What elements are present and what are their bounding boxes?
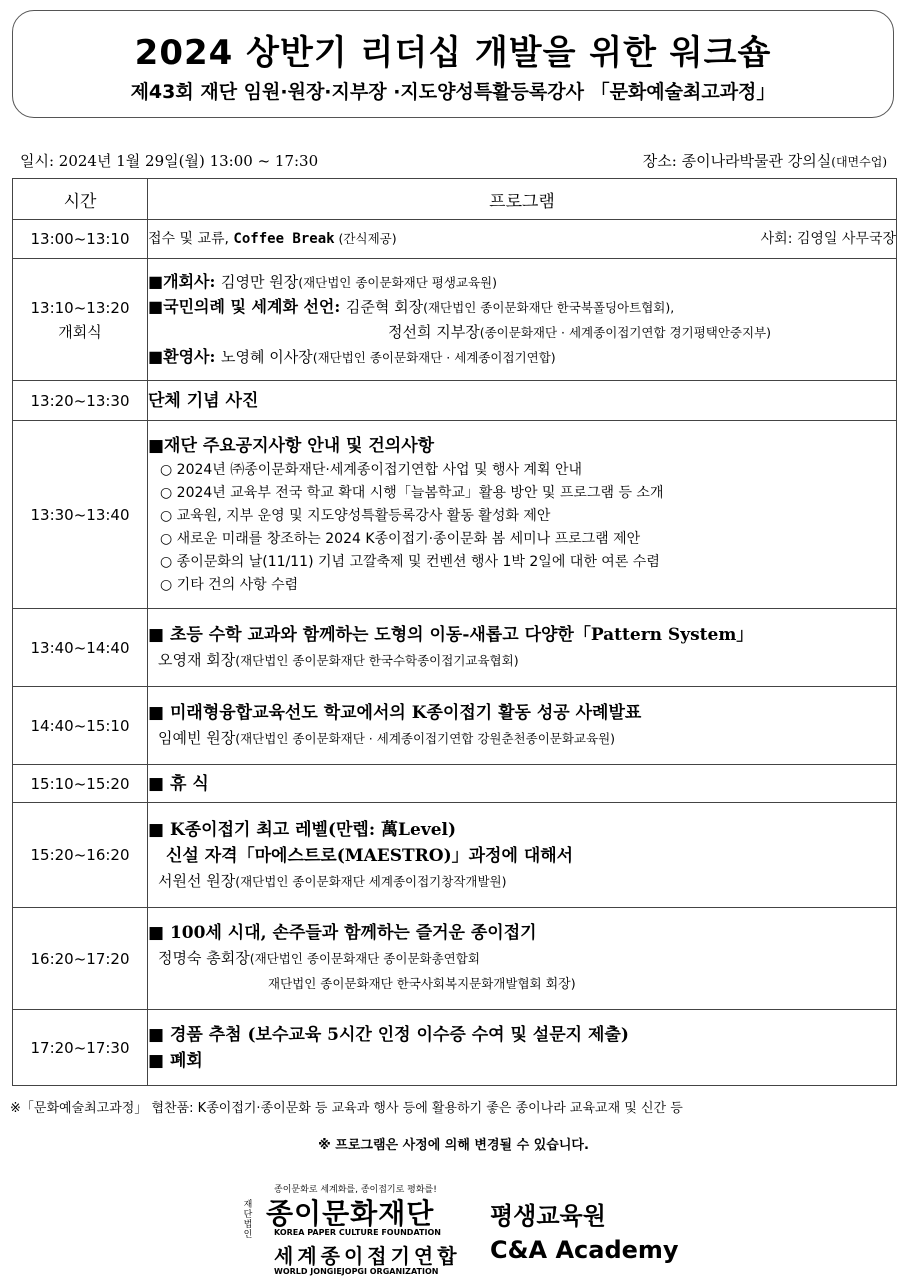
speaker-org: (재단법인 종이문화재단 한국북폴딩아트협회), — [423, 299, 675, 315]
logo-institute-name: 평생교육원 — [490, 1202, 606, 1230]
opening-speech-label: ■개회사: — [148, 271, 221, 291]
row-time: 13:00~13:10 — [13, 220, 148, 259]
speaker-org: (재단법인 종이문화재단 한국수학종이접기교육협회) — [235, 653, 519, 668]
table-row — [13, 1010, 897, 1086]
speaker-org: (재단법인 종이문화재단 종이문화총연합회 — [249, 951, 480, 966]
table-row — [13, 765, 897, 803]
list-item: ○ 2024년 교육부 전국 학교 확대 시행「늘봄학교」활용 방안 및 프로그램 등 소개 — [160, 484, 664, 501]
row-program — [148, 687, 897, 765]
coffee-break-text: Coffee Break — [233, 231, 335, 247]
mc-text: 사회: 김영일 사무국장 — [760, 231, 896, 247]
row-program — [148, 421, 897, 609]
table-row — [13, 421, 897, 609]
list-item: ○ 기타 건의 사항 수렴 — [160, 576, 299, 593]
row-program — [148, 381, 897, 421]
session-title: 단체 기념 사진 — [148, 390, 259, 411]
speaker-org: (재단법인 종이문화재단 · 세계종이접기연합 강원춘천종이문화교육원) — [235, 731, 616, 746]
foundation-logo — [236, 1182, 696, 1282]
speaker-name: 임예빈 원장 — [158, 729, 236, 747]
welcome-speech-label: ■환영사: — [148, 346, 221, 366]
table-row — [13, 687, 897, 765]
logo-academy-name: C&A Academy — [490, 1236, 679, 1264]
table-row — [13, 220, 897, 259]
table-row — [13, 259, 897, 381]
sponsor-footnote: ※「문화예술최고과정」 협찬품: K종이접기·종이문화 등 교육과 행사 등에 활용하기 좋은 종이나라 교육교재 및 신간 등 — [10, 1101, 683, 1116]
speaker-org: (재단법인 종이문화재단 평생교육원) — [298, 274, 498, 290]
speaker-name: 서원선 원장 — [158, 871, 236, 890]
row-program — [148, 609, 897, 687]
logo-sub-text: 세계종이접기연합 — [274, 1244, 461, 1268]
logo-english-name: KOREA PAPER CULTURE FOUNDATION — [274, 1228, 441, 1237]
session-title: ■재단 주요공지사항 안내 및 건의사항 — [148, 435, 435, 456]
row-time: 13:30~13:40 — [13, 421, 148, 609]
closing-title: ■ 폐회 — [148, 1050, 203, 1071]
row-program — [148, 1010, 897, 1086]
session-title: ■ 100세 시대, 손주들과 함께하는 즐거운 종이접기 — [148, 923, 537, 943]
row-program — [148, 259, 897, 381]
speaker-name: 노영혜 이사장 — [220, 347, 313, 366]
snack-note: (간식제공) — [334, 231, 397, 246]
speaker-org: (종이문화재단 · 세계종이접기연합 경기평택안중지부) — [479, 324, 772, 340]
session-title: ■ 초등 수학 교과와 함께하는 도형의 이동-새롭고 다양한「Pattern System」 — [148, 625, 754, 645]
row-time: 15:10~15:20 — [13, 765, 148, 803]
row-program — [148, 803, 897, 908]
table-header-row — [13, 179, 897, 220]
row-program — [148, 220, 897, 259]
venue-text: 장소: 종이나라박물관 강의실 — [642, 152, 832, 170]
logo-slogan: 종이문화로 세계화를, 종이접기로 평화를! — [274, 1185, 437, 1195]
speaker-org: (재단법인 종이문화재단 세계종이접기창작개발원) — [235, 873, 507, 889]
session-title: ■ K종이접기 최고 레벨(만렙: 萬Level) — [148, 819, 457, 840]
col-program-header: 프로그램 — [148, 179, 897, 220]
row-program — [148, 908, 897, 1010]
session-title: ■ 경품 추첨 (보수교육 5시간 인정 이수증 수여 및 설문지 제출) — [148, 1024, 629, 1045]
reception-text: 접수 및 교류, — [148, 231, 234, 247]
table-row — [13, 803, 897, 908]
speaker-title: 회장 — [545, 977, 571, 992]
list-item: ○ 종이문화의 날(11/11) 기념 고깔축제 및 컨벤션 행사 1박 2일에 대한 여론 수렴 — [160, 553, 660, 570]
session-title: ■ 휴 식 — [148, 773, 209, 794]
table-row — [13, 381, 897, 421]
table-row — [13, 908, 897, 1010]
session-subtitle: 신설 자격「마에스트로(MAESTRO)」과정에 대해서 — [166, 845, 574, 866]
speaker-name: 김영만 원장 — [220, 272, 299, 291]
list-item: ○ 새로운 미래를 창조하는 2024 K종이접기·종이문화 봄 세미나 프로그램 제안 — [160, 530, 641, 547]
col-time-header: 시간 — [13, 179, 148, 220]
row-time: 15:20~16:20 — [13, 803, 148, 908]
org-close-paren: ) — [570, 976, 576, 991]
list-item: ○ 2024년 ㈜종이문화재단·세계종이접기연합 사업 및 행사 계획 안내 — [160, 461, 583, 478]
speaker-org: (재단법인 종이문화재단 · 세계종이접기연합) — [312, 349, 556, 365]
speaker-name: 오영재 회장 — [158, 651, 236, 669]
row-time-label: 개회식 — [58, 322, 102, 341]
venue-note: (대면수업) — [831, 155, 887, 169]
row-time: 16:20~17:20 — [13, 908, 148, 1010]
header-box — [12, 10, 894, 118]
session-title: ■ 미래형융합교육선도 학교에서의 K종이접기 활동 성공 사례발표 — [148, 703, 642, 723]
logo-main-text: 종이문화재단 — [266, 1197, 435, 1230]
speaker-name: 정선희 지부장 — [388, 322, 480, 341]
row-time: 13:20~13:30 — [13, 381, 148, 421]
event-datetime: 일시: 2024년 1월 29일(월) 13:00 ~ 17:30 — [20, 152, 319, 170]
row-time: 14:40~15:10 — [13, 687, 148, 765]
list-item: ○ 교육원, 지부 운영 및 지도양성특활등록강사 활동 활성화 제안 — [160, 507, 551, 524]
page-title: 2024 상반기 리더십 개발을 위한 워크숍 — [134, 33, 772, 73]
change-notice: ※ 프로그램은 사정에 의해 변경될 수 있습니다. — [318, 1138, 589, 1153]
row-time — [13, 259, 148, 381]
row-time: 13:40~14:40 — [13, 609, 148, 687]
logo-sub-english-name: WORLD JONGIEJOPGI ORGANIZATION — [274, 1267, 439, 1276]
row-time-range: 13:10~13:20 — [30, 298, 130, 317]
program-table — [12, 178, 897, 1086]
row-time: 17:20~17:30 — [13, 1010, 148, 1086]
speaker-org: 재단법인 종이문화재단 한국사회복지문화개발협회 — [268, 976, 546, 991]
row-program — [148, 765, 897, 803]
pledge-label: ■국민의례 및 세계화 선언: — [148, 296, 346, 316]
event-venue — [643, 150, 887, 171]
page-subtitle: 제43회 재단 임원·원장·지부장 ·지도양성특활등록강사 「문화예술최고과정」 — [130, 81, 776, 103]
logo-tag: 재단법인 — [243, 1200, 253, 1240]
speaker-name: 정명숙 총회장 — [158, 949, 250, 967]
table-row — [13, 609, 897, 687]
speaker-name: 김준혁 회장 — [345, 297, 424, 316]
